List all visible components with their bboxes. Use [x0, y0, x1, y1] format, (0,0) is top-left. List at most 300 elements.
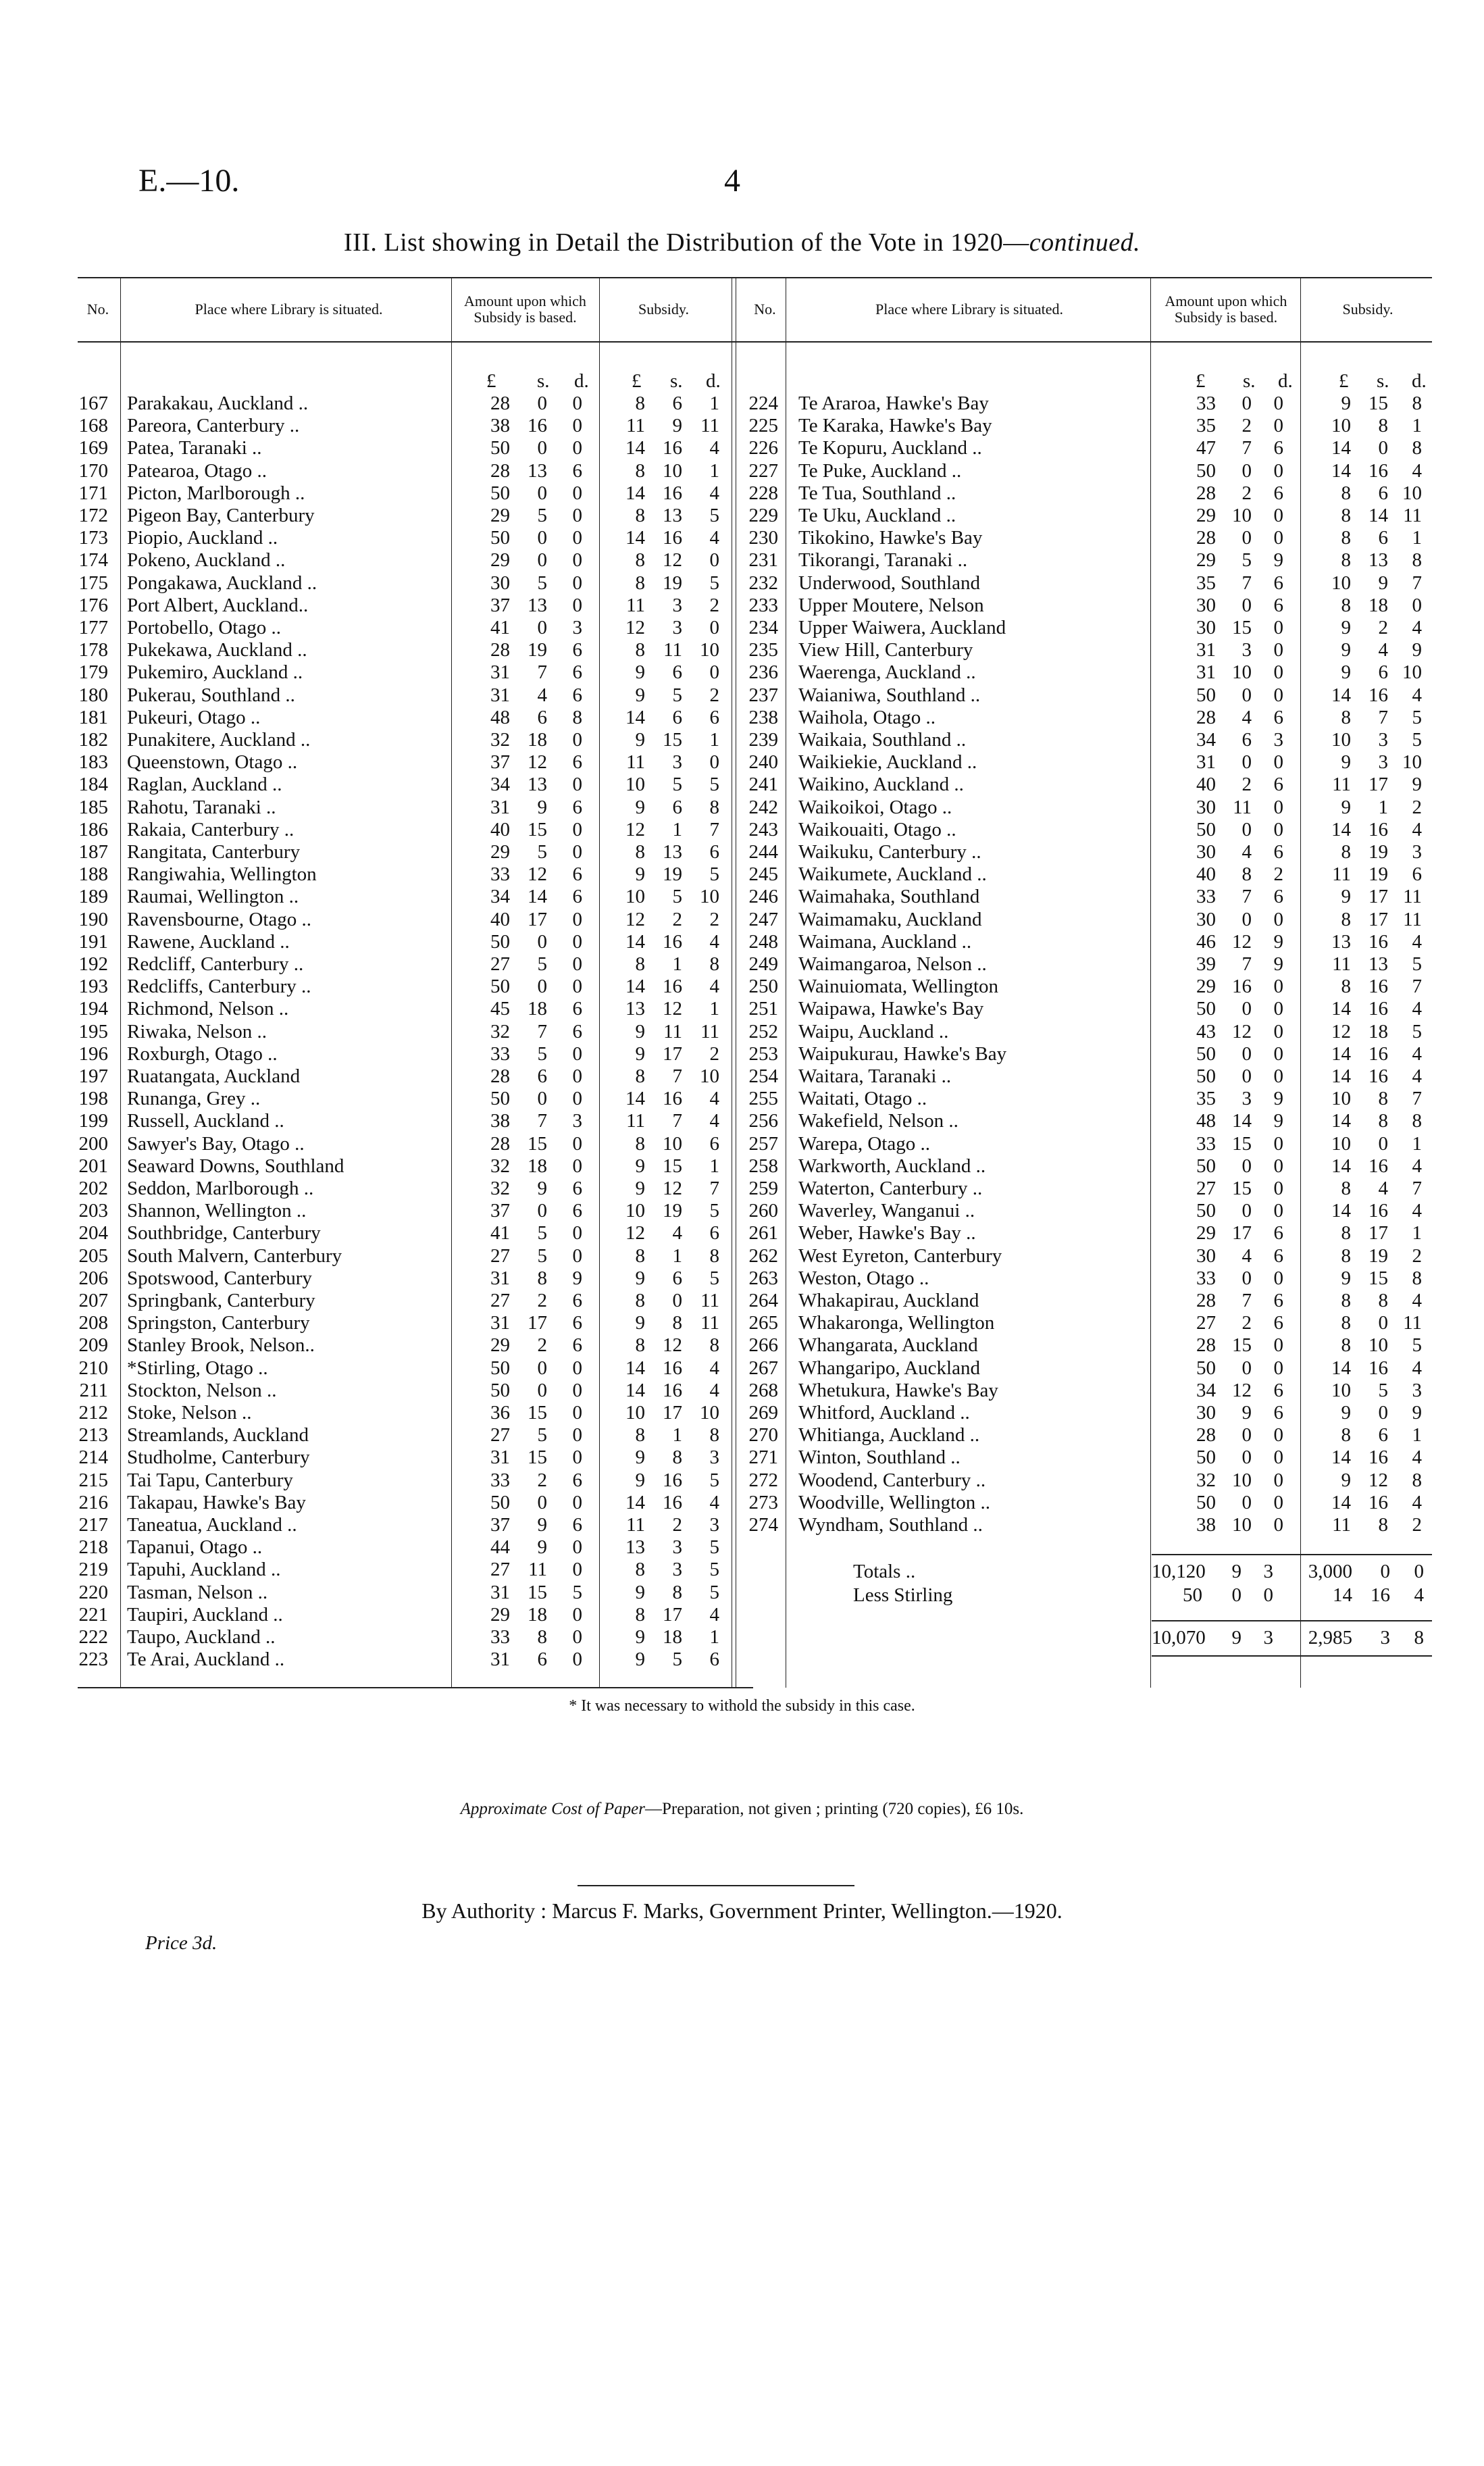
amount-shillings: 0 [537, 930, 547, 953]
amount-pounds: 27 [490, 953, 510, 975]
amount-pence: 0 [572, 841, 582, 863]
subsidy-pence: 2 [709, 1042, 719, 1065]
subsidy-pence: 8 [709, 1244, 719, 1267]
subsidy-pence: 2 [709, 594, 719, 616]
subsidy-pence: 2 [1412, 1514, 1422, 1536]
subsidy-shillings: 0 [1378, 1402, 1388, 1424]
place-name: Spotswood, Canterbury [127, 1267, 312, 1289]
amount-shillings: 0 [537, 482, 547, 504]
subsidy-shillings: 15 [1368, 1267, 1388, 1289]
amount-pence: 6 [1273, 1379, 1283, 1401]
col-header-place-right: Place where Library is situated. [875, 301, 1063, 318]
row-number: 270 [748, 1424, 778, 1446]
less-row [786, 1584, 1434, 1607]
amount-shillings: 14 [528, 886, 547, 908]
amount-shillings: 9 [537, 1178, 547, 1199]
row-number: 196 [78, 1042, 108, 1065]
place-name: Parakakau, Auckland .. [127, 393, 309, 414]
subsidy-pounds: 14 [1331, 818, 1351, 840]
subsidy-pence: 4 [1412, 684, 1422, 706]
amount-pounds: 47 [1196, 437, 1216, 459]
subsidy-pounds: 9 [635, 1042, 645, 1065]
amount-pence: 6 [572, 684, 582, 706]
subsidy-shillings: 10 [1368, 1334, 1388, 1357]
amount-pence: 0 [1273, 976, 1283, 998]
amount-shillings: 8 [537, 1267, 547, 1289]
amount-pounds: 28 [490, 459, 510, 482]
table-row [0, 819, 1484, 841]
row-number: 244 [748, 841, 778, 863]
amount-pence: 0 [1273, 527, 1283, 549]
subsidy-pence: 11 [1403, 1312, 1422, 1334]
subsidy-pounds: 14 [625, 1088, 645, 1110]
subsidy-shillings: 17 [1368, 886, 1388, 908]
subsidy-pence: 1 [709, 459, 719, 482]
subsidy-shillings: 16 [1368, 998, 1388, 1020]
amount-shillings: 7 [1242, 572, 1252, 594]
row-number: 232 [748, 572, 778, 594]
row-number: 246 [748, 886, 778, 908]
amount-pence: 0 [1273, 796, 1283, 818]
subsidy-pounds: 14 [625, 527, 645, 549]
subsidy-pounds: 14 [1331, 1357, 1351, 1379]
subsidy-shillings: 16 [1368, 1357, 1388, 1379]
subsidy-pence: 8 [709, 953, 719, 975]
place-name: Stockton, Nelson .. [127, 1379, 277, 1401]
subsidy-shillings: 1 [672, 1244, 682, 1267]
subsidy-pounds: 10 [625, 1200, 645, 1222]
subsidy-shillings: 15 [663, 1155, 682, 1177]
amount-pence: 0 [1273, 1042, 1283, 1065]
amount-pence: 0 [1273, 1200, 1283, 1222]
amount-shillings: 15 [528, 1132, 547, 1155]
subsidy-pence: 7 [709, 1178, 719, 1199]
row-number: 205 [78, 1244, 108, 1267]
subsidy-pounds: 14 [625, 930, 645, 953]
subsidy-shillings: 5 [672, 886, 682, 908]
row-number: 258 [748, 1155, 778, 1177]
row-number: 182 [78, 729, 108, 751]
table-row [0, 953, 1484, 976]
amount-pounds: 28 [490, 1132, 510, 1155]
subsidy-pence: 10 [700, 639, 719, 661]
row-number: 209 [78, 1334, 108, 1357]
subsidy-pounds: 12 [625, 818, 645, 840]
subsidy-pence: 5 [709, 1267, 719, 1289]
amount-pounds: 50 [1196, 1042, 1216, 1065]
subsidy-shillings: 7 [672, 1110, 682, 1132]
place-name: Waitara, Taranaki .. [798, 1065, 952, 1087]
subsidy-pounds: 9 [635, 1178, 645, 1199]
place-name: Waikaia, Southland .. [798, 729, 967, 751]
amount-pounds: 50 [490, 930, 510, 953]
subsidy-shillings: 0 [1378, 1312, 1388, 1334]
subsidy-pounds: 14 [1331, 1065, 1351, 1087]
row-number: 256 [748, 1110, 778, 1132]
amount-pence: 0 [1273, 661, 1283, 684]
row-number: 247 [748, 908, 778, 930]
amount-pounds: 30 [1196, 617, 1216, 638]
row-number: 175 [78, 572, 108, 594]
subsidy-shillings: 16 [663, 930, 682, 953]
row-number: 267 [748, 1357, 778, 1379]
amount-pence: 6 [572, 1514, 582, 1536]
amount-pence: 0 [572, 1222, 582, 1244]
subsidy-shillings: 16 [1368, 930, 1388, 953]
place-name: Sawyer's Bay, Otago .. [127, 1132, 305, 1155]
table-row [0, 1536, 736, 1559]
amount-pence: 6 [572, 886, 582, 908]
amount-pounds: 34 [490, 886, 510, 908]
subsidy-pounds: 8 [635, 549, 645, 572]
less-s-shillings: 16 [1371, 1584, 1390, 1606]
subsidy-pence: 4 [709, 1110, 719, 1132]
amount-pence: 0 [572, 482, 582, 504]
row-number: 266 [748, 1334, 778, 1357]
row-number: 172 [78, 505, 108, 526]
place-name: Tapuhi, Auckland .. [127, 1559, 281, 1581]
footnote: * It was necessary to withold the subsidy in this case. [569, 1697, 915, 1715]
subsidy-shillings: 16 [663, 1379, 682, 1401]
subsidy-pounds: 8 [635, 1290, 645, 1311]
amount-pence: 0 [1273, 617, 1283, 638]
subsidy-shillings: 19 [663, 863, 682, 886]
subsidy-pence: 5 [709, 774, 719, 796]
amount-pence: 6 [1273, 437, 1283, 459]
amount-shillings: 2 [537, 1290, 547, 1311]
row-number: 195 [78, 1020, 108, 1042]
amount-shillings: 5 [537, 953, 547, 975]
subsidy-pounds: 8 [1341, 706, 1351, 728]
row-number: 204 [78, 1222, 108, 1244]
subsidy-pounds: 9 [1341, 1469, 1351, 1491]
amount-shillings: 5 [537, 572, 547, 594]
subsidy-shillings: 7 [1378, 706, 1388, 728]
place-name: Rakaia, Canterbury .. [127, 818, 295, 840]
subsidy-pounds: 10 [1331, 1088, 1351, 1110]
subsidy-shillings: 4 [1378, 639, 1388, 661]
place-name: Whetukura, Hawke's Bay [798, 1379, 998, 1401]
amount-shillings: 0 [1242, 1491, 1252, 1513]
amount-pounds: 33 [490, 1469, 510, 1491]
subsidy-shillings: 4 [672, 1222, 682, 1244]
amount-pence: 0 [572, 908, 582, 930]
amount-pounds: 32 [490, 1155, 510, 1177]
subsidy-pounds: 8 [635, 639, 645, 661]
place-name: View Hill, Canterbury [798, 639, 973, 661]
amount-shillings: 0 [537, 617, 547, 638]
subsidy-pounds: 14 [1331, 1200, 1351, 1222]
place-name: Roxburgh, Otago .. [127, 1042, 278, 1065]
title-main: III. List showing in Detail the Distribution of the Vote in 1920— [343, 228, 1029, 257]
subsidy-pounds: 11 [1332, 953, 1351, 975]
table-row [0, 684, 1484, 707]
amount-pounds: 27 [490, 1290, 510, 1311]
row-number: 218 [78, 1536, 108, 1559]
place-name: Raglan, Auckland .. [127, 774, 282, 796]
amount-pence: 0 [572, 1559, 582, 1581]
amount-pence: 0 [1273, 459, 1283, 482]
table-row [0, 482, 1484, 505]
amount-pounds: 29 [490, 505, 510, 526]
amount-shillings: 12 [1232, 1020, 1252, 1042]
amount-pence: 6 [1273, 594, 1283, 616]
amount-shillings: 6 [1242, 729, 1252, 751]
amount-pounds: 37 [490, 751, 510, 774]
amount-shillings: 12 [528, 751, 547, 774]
subsidy-shillings: 17 [663, 1402, 682, 1424]
subsidy-pounds: 14 [625, 706, 645, 728]
net-row [786, 1627, 1434, 1649]
amount-shillings: 0 [1242, 818, 1252, 840]
subsidy-pence: 11 [700, 1290, 719, 1311]
totals-s-pence: 0 [1414, 1561, 1424, 1582]
subsidy-pence: 8 [709, 1334, 719, 1357]
subsidy-pence: 4 [1412, 617, 1422, 638]
amount-pence: 0 [572, 1042, 582, 1065]
subsidy-pence: 4 [1412, 1290, 1422, 1311]
subsidy-shillings: 17 [663, 1042, 682, 1065]
subsidy-pounds: 8 [1341, 527, 1351, 549]
amount-pence: 0 [572, 594, 582, 616]
amount-shillings: 10 [1232, 661, 1252, 684]
amount-shillings: 5 [537, 1222, 547, 1244]
subsidy-pounds: 14 [625, 482, 645, 504]
place-name: Port Albert, Auckland.. [127, 594, 309, 616]
table-row [0, 460, 1484, 482]
subsidy-pence: 7 [1412, 1088, 1422, 1110]
place-name: Southbridge, Canterbury [127, 1222, 321, 1244]
amount-pence: 0 [1273, 1446, 1283, 1469]
subsidy-pence: 5 [709, 1200, 719, 1222]
amount-shillings: 12 [1232, 930, 1252, 953]
amount-pounds: 50 [1196, 1446, 1216, 1469]
amount-pounds: 43 [1196, 1020, 1216, 1042]
amount-pounds: 31 [1196, 639, 1216, 661]
subsidy-shillings: 10 [663, 1132, 682, 1155]
amount-shillings: 11 [1233, 796, 1252, 818]
amount-pounds: 50 [1196, 1357, 1216, 1379]
subsidy-shillings: 12 [663, 1334, 682, 1357]
net-a-shillings: 9 [1231, 1627, 1242, 1649]
amount-pence: 0 [572, 953, 582, 975]
amount-pence: 2 [1273, 863, 1283, 886]
amount-pounds: 28 [1196, 1290, 1216, 1311]
table-row [0, 1380, 1484, 1402]
subsidy-shillings: 3 [672, 1536, 682, 1559]
amount-pounds: 50 [1196, 1200, 1216, 1222]
place-name: Takapau, Hawke's Bay [127, 1491, 306, 1513]
col-header-subsidy-right: Subsidy. [1342, 301, 1393, 318]
row-number: 249 [748, 953, 778, 975]
document-reference: E.—10. [138, 163, 240, 199]
amount-pounds: 33 [1196, 886, 1216, 908]
subsidy-pounds: 8 [1341, 1312, 1351, 1334]
amount-shillings: 17 [528, 908, 547, 930]
place-name: Tai Tapu, Canterbury [127, 1469, 293, 1491]
subsidy-pence: 6 [709, 706, 719, 728]
subsidy-pence: 8 [709, 1424, 719, 1446]
subsidy-pounds: 9 [635, 729, 645, 751]
amount-pence: 6 [1273, 1222, 1283, 1244]
amount-shillings: 15 [528, 1402, 547, 1424]
amount-pounds: 48 [1196, 1110, 1216, 1132]
table-row [0, 1245, 1484, 1267]
amount-shillings: 0 [1242, 998, 1252, 1020]
row-number: 171 [78, 482, 108, 504]
subsidy-pounds: 9 [1341, 617, 1351, 638]
table-row [0, 886, 1484, 908]
amount-pence: 0 [572, 1088, 582, 1110]
subsidy-pence: 4 [709, 1491, 719, 1513]
row-number: 198 [78, 1088, 108, 1110]
row-number: 250 [748, 976, 778, 998]
amount-pence: 6 [572, 1334, 582, 1357]
amount-shillings: 3 [1242, 639, 1252, 661]
amount-pounds: 29 [1196, 505, 1216, 526]
place-name: Runanga, Grey .. [127, 1088, 261, 1110]
less-s-pence: 4 [1414, 1584, 1424, 1606]
amount-pounds: 33 [490, 1626, 510, 1648]
row-number: 216 [78, 1491, 108, 1513]
place-name: Upper Moutere, Nelson [798, 594, 984, 616]
amount-pounds: 35 [1196, 572, 1216, 594]
amount-pence: 9 [1273, 549, 1283, 572]
less-label: Less Stirling [853, 1584, 953, 1606]
table-row [0, 1200, 1484, 1222]
amount-pence: 0 [572, 729, 582, 751]
subsidy-shillings: 16 [663, 527, 682, 549]
amount-shillings: 7 [537, 661, 547, 684]
subsidy-shillings: 1 [672, 1424, 682, 1446]
unit-pound-left: £ [486, 370, 496, 392]
row-number: 223 [78, 1649, 108, 1671]
row-number: 268 [748, 1379, 778, 1401]
subsidy-pence: 5 [1412, 729, 1422, 751]
place-name: Pareora, Canterbury .. [127, 415, 300, 437]
subsidy-pence: 10 [1402, 661, 1422, 684]
subsidy-pounds: 8 [635, 505, 645, 526]
subsidy-shillings: 16 [1368, 1042, 1388, 1065]
amount-pence: 0 [1273, 1334, 1283, 1357]
table-row [0, 1514, 1484, 1536]
amount-shillings: 0 [537, 527, 547, 549]
amount-pounds: 31 [490, 1446, 510, 1469]
amount-pounds: 34 [1196, 729, 1216, 751]
amount-pence: 6 [572, 1312, 582, 1334]
subsidy-shillings: 11 [663, 639, 682, 661]
amount-pounds: 28 [1196, 527, 1216, 549]
amount-pence: 0 [572, 774, 582, 796]
subsidy-shillings: 3 [672, 617, 682, 638]
subsidy-pence: 4 [1412, 1155, 1422, 1177]
table-row [0, 1178, 1484, 1200]
amount-pence: 0 [572, 1536, 582, 1559]
subsidy-shillings: 15 [663, 729, 682, 751]
subsidy-pounds: 9 [1341, 661, 1351, 684]
subsidy-pence: 7 [709, 818, 719, 840]
subsidy-pounds: 8 [1341, 841, 1351, 863]
amount-pence: 0 [572, 1155, 582, 1177]
amount-pence: 3 [572, 1110, 582, 1132]
subsidy-pounds: 14 [1331, 684, 1351, 706]
place-name: Ravensbourne, Otago .. [127, 908, 312, 930]
title-continued: continued. [1029, 228, 1141, 257]
subsidy-pence: 8 [1412, 1110, 1422, 1132]
row-number: 252 [748, 1020, 778, 1042]
amount-pounds: 37 [490, 594, 510, 616]
row-number: 219 [78, 1559, 108, 1581]
subsidy-pounds: 14 [1331, 437, 1351, 459]
subsidy-pounds: 9 [635, 1020, 645, 1042]
subsidy-shillings: 8 [1378, 415, 1388, 437]
subsidy-pounds: 10 [1331, 729, 1351, 751]
subsidy-pounds: 9 [1341, 639, 1351, 661]
subsidy-pence: 0 [709, 617, 719, 638]
amount-pounds: 29 [1196, 549, 1216, 572]
amount-shillings: 15 [528, 1446, 547, 1469]
place-name: Te Arai, Auckland .. [127, 1649, 285, 1671]
place-name: Upper Waiwera, Auckland [798, 617, 1006, 638]
amount-shillings: 7 [537, 1110, 547, 1132]
place-name: South Malvern, Canterbury [127, 1244, 342, 1267]
subsidy-shillings: 0 [1378, 1132, 1388, 1155]
place-name: Waipawa, Hawke's Bay [798, 998, 984, 1020]
amount-pounds: 31 [490, 796, 510, 818]
row-number: 206 [78, 1267, 108, 1289]
place-name: Underwood, Southland [798, 572, 981, 594]
amount-pence: 6 [572, 639, 582, 661]
row-number: 199 [78, 1110, 108, 1132]
place-name: Picton, Marlborough .. [127, 482, 305, 504]
subsidy-shillings: 16 [1368, 1200, 1388, 1222]
subsidy-pounds: 8 [1341, 549, 1351, 572]
col-header-amount-left: Amount upon which Subsidy is based. [464, 293, 586, 326]
subsidy-pounds: 14 [625, 1357, 645, 1379]
subsidy-pence: 7 [1412, 1178, 1422, 1199]
subsidy-shillings: 13 [1368, 953, 1388, 975]
row-number: 243 [748, 818, 778, 840]
row-number: 174 [78, 549, 108, 572]
table-row [0, 1469, 1484, 1492]
subsidy-shillings: 17 [1368, 908, 1388, 930]
amount-shillings: 0 [1242, 459, 1252, 482]
amount-pence: 0 [572, 1491, 582, 1513]
amount-pence: 0 [572, 1626, 582, 1648]
amount-pounds: 32 [490, 1020, 510, 1042]
table-row [0, 1424, 1484, 1446]
subsidy-pounds: 9 [635, 1155, 645, 1177]
subsidy-pounds: 11 [1332, 1514, 1351, 1536]
amount-pence: 9 [572, 1267, 582, 1289]
subsidy-pounds: 8 [635, 1424, 645, 1446]
place-name: Ruatangata, Auckland [127, 1065, 301, 1087]
subsidy-pence: 7 [1412, 976, 1422, 998]
amount-pounds: 28 [1196, 1424, 1216, 1446]
subsidy-shillings: 8 [1378, 1514, 1388, 1536]
amount-pounds: 31 [490, 1649, 510, 1671]
unit-s-left: s. [537, 370, 550, 392]
place-name: Whangaripo, Auckland [798, 1357, 980, 1379]
amount-pence: 0 [572, 527, 582, 549]
subsidy-pence: 4 [1412, 1491, 1422, 1513]
subsidy-pence: 8 [1412, 549, 1422, 572]
subsidy-pounds: 10 [625, 774, 645, 796]
subsidy-pence: 5 [709, 863, 719, 886]
amount-pence: 6 [1273, 1244, 1283, 1267]
subsidy-shillings: 17 [1368, 774, 1388, 796]
subsidy-pence: 3 [709, 1514, 719, 1536]
